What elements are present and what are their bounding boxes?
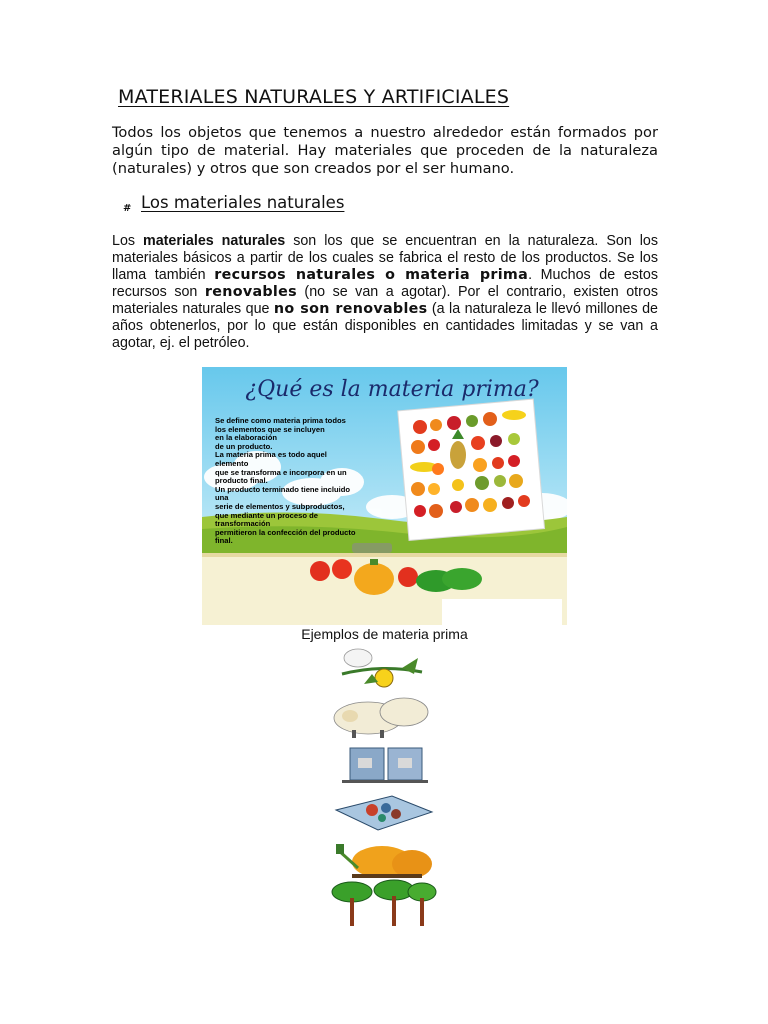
term-renovables: renovables	[204, 284, 297, 300]
poster-text-line: Un producto terminado tiene incluido	[215, 484, 351, 494]
bullet-icon: #	[123, 203, 132, 214]
poster-text-line: producto final.	[215, 476, 268, 486]
section-heading: Los materiales naturales	[141, 193, 345, 212]
metal-drums-icon	[342, 748, 428, 783]
poster-title: ¿Qué es la materia prima?	[245, 377, 539, 402]
paragraph-text: . Muchos de estos recursos son	[112, 267, 658, 300]
poster-text-line: permitieron la confección del producto	[215, 527, 356, 537]
poster-text-line: elemento	[215, 458, 249, 468]
shovel-sacks-icon	[336, 844, 432, 878]
poster-text-line: que mediante un proceso de	[215, 510, 318, 520]
body-paragraph	[112, 233, 658, 352]
poster-text-line: que se transforma e incorpora en un	[215, 467, 347, 477]
poster-text-line: Se define como materia prima todos	[215, 416, 346, 425]
poster-text-line: La materia prima es todo aquel	[215, 450, 327, 460]
poster-text-line: transformación	[215, 519, 271, 529]
paragraph-text: (no se van a agotar). Por el contrario, existen otros materiales naturales que	[112, 284, 658, 317]
page-title: MATERIALES NATURALES Y ARTIFICIALES	[118, 86, 510, 108]
poster-text-line: serie de elementos y subproductos,	[215, 501, 345, 511]
image-caption: Ejemplos de materia prima	[301, 626, 468, 642]
term-no-renovables: no son renovables	[273, 301, 428, 317]
materia-prima-poster	[202, 367, 567, 625]
paragraph-text: Los	[112, 233, 143, 249]
poster-text-line: final.	[215, 536, 233, 546]
poster-text-line: en la elaboración	[215, 433, 278, 443]
mineral-box-icon	[336, 796, 432, 830]
cotton-plant-icon	[342, 649, 422, 687]
term-recursos-naturales: recursos naturales o materia prima	[214, 267, 529, 283]
term-materiales-naturales: materiales naturales	[143, 233, 286, 249]
paragraph-text: (a la naturaleza le llevó millones de años obtenerlos, por lo que están disponibles en cantidades limitadas y se van a agotar, ej. el petróleo.	[112, 301, 658, 351]
examples-illustration	[322, 644, 442, 934]
paragraph-text: son los que se encuentran en la naturaleza. Son los materiales básicos a partir de los cuales se fabrica el resto de los productos. Se los llama también	[112, 233, 658, 283]
sheep-icon	[334, 698, 428, 738]
poster-text-line: los elementos que se incluyen	[215, 424, 325, 434]
trees-icon	[332, 880, 436, 926]
poster-text	[215, 417, 395, 546]
poster-text-line: de un producto.	[215, 441, 273, 451]
intro-paragraph: Todos los objetos que tenemos a nuestro alrededor están formados por algún tipo de material. Hay materiales que proceden de la naturaleza (naturales) y otros que son creados por el ser humano.	[112, 124, 658, 177]
poster-text-line: una	[215, 493, 229, 503]
raw-material-examples	[322, 644, 442, 934]
